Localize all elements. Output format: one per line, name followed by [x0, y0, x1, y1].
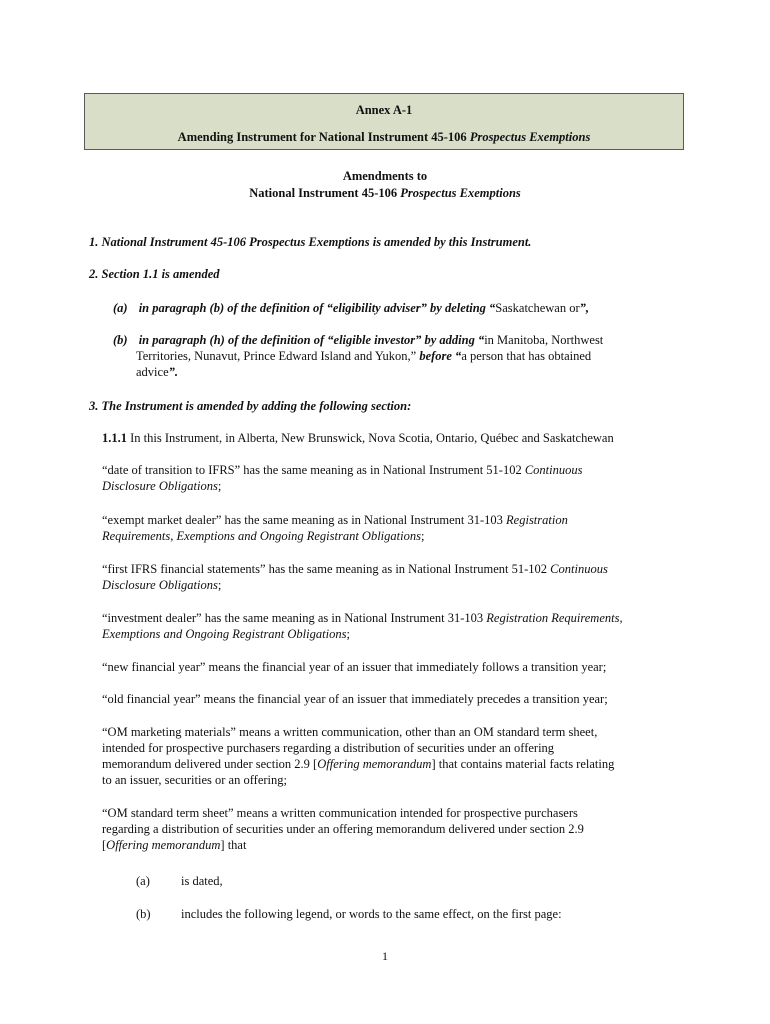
item-2b-line1: [113, 332, 603, 348]
subitem-a-text: is dated,: [181, 874, 223, 888]
def4-italic-2: Exemptions and Ongoing Registrant Obligations: [102, 627, 347, 641]
item-2b-line2: [136, 348, 591, 364]
heading-line2-text: National Instrument 45-106: [249, 186, 401, 200]
definition-exempt-market-dealer-l1: [102, 512, 568, 528]
amendments-heading-line1: Amendments to: [342, 169, 428, 183]
item-2b-lead: in paragraph (h) of the definition of “eligible investor” by adding “: [138, 333, 485, 347]
def3-end: ;: [217, 578, 222, 592]
item-2b-line3-text: advice: [136, 365, 169, 379]
item-2: 2. Section 1.1 is amended: [89, 267, 220, 281]
item-2a: [113, 300, 589, 316]
item-2b-line2-end: a person that has obtained: [461, 349, 592, 363]
definition-first-ifrs-l1: [102, 561, 608, 577]
def3-text: “first IFRS financial statements” has the same meaning as in National Instrument 51-102: [102, 562, 551, 576]
annex-title: Annex A-1: [355, 103, 413, 117]
def7-l3-italic: Offering memorandum: [317, 757, 432, 771]
definition-investment-dealer-l2: [102, 626, 350, 642]
section-1-1-1: [102, 430, 614, 446]
definition-om-marketing-l4: to an issuer, securities or an offering;: [102, 773, 287, 787]
item-1: 1. National Instrument 45-106 Prospectus Exemptions is amended by this Instrument.: [89, 235, 532, 249]
subitem-a-label: (a): [136, 874, 150, 888]
item-2b-line2-text: Territories, Nunavut, Prince Edward Island and Yukon,”: [136, 349, 420, 363]
annex-subtitle-italic: Prospectus Exemptions: [469, 130, 591, 144]
def2-italic-2: Requirements, Exemptions and Ongoing Registrant Obligations: [102, 529, 421, 543]
item-2b-line3-end: ”.: [168, 365, 178, 379]
item-2a-lead: in paragraph (b) of the definition of “eligibility adviser” by deleting “: [138, 301, 496, 315]
def3-italic: Continuous: [550, 562, 608, 576]
heading-line2-italic: Prospectus Exemptions: [400, 186, 521, 200]
def2-italic: Registration: [506, 513, 568, 527]
definition-investment-dealer-l1: [102, 610, 623, 626]
def3-italic-2: Disclosure Obligations: [102, 578, 218, 592]
def1-text: “date of transition to IFRS” has the same meaning as in National Instrument 51-102: [102, 463, 525, 477]
def7-l3-b: ] that contains material facts relating: [431, 757, 615, 771]
def4-end: ;: [346, 627, 350, 641]
def4-text: “investment dealer” has the same meaning as in National Instrument 31-103: [102, 611, 487, 625]
def4-italic: Registration Requirements,: [486, 611, 623, 625]
def8-l3-italic: Offering memorandum: [106, 838, 221, 852]
annex-subtitle: [85, 130, 683, 145]
def1-italic-2: Disclosure Obligations: [102, 479, 218, 493]
item-2b-line3: [136, 364, 178, 380]
amendments-heading-line2: [0, 185, 770, 202]
definition-om-marketing-l2: intended for prospective purchasers regarding a distribution of securities under an offering: [102, 741, 555, 755]
section-number: 1.1.1: [102, 431, 127, 445]
definition-om-term-sheet-l1: “OM standard term sheet” means a written communication intended for prospective purchasers: [102, 806, 578, 820]
item-3: 3. The Instrument is amended by adding the following section:: [89, 399, 412, 413]
subitem-b-text: includes the following legend, or words to the same effect, on the first page:: [181, 907, 562, 921]
item-2a-tail: ”,: [579, 301, 590, 315]
definition-first-ifrs-l2: [102, 577, 221, 593]
definition-exempt-market-dealer-l2: [102, 528, 424, 544]
definition-om-marketing-l3: [102, 756, 614, 772]
definition-om-marketing-l1: “OM marketing materials” means a written communication, other than an OM standard term sheet,: [102, 725, 598, 739]
item-2b-before: before “: [419, 349, 462, 363]
definition-om-term-sheet-l2: regarding a distribution of securities under an offering memorandum delivered under section 2.9: [102, 822, 584, 836]
definition-date-of-transition-l1: [102, 462, 582, 478]
item-2b-label: (b): [113, 333, 128, 347]
item-2b-text1: in Manitoba, Northwest: [484, 333, 604, 347]
definition-new-financial-year: “new financial year” means the financial year of an issuer that immediately follows a transition year;: [102, 660, 607, 674]
def1-end: ;: [217, 479, 222, 493]
item-2a-text: Saskatchewan or: [495, 301, 580, 315]
page-number: 1: [382, 949, 388, 963]
definition-om-term-sheet-l3: [102, 837, 246, 853]
def8-l3-b: ] that: [220, 838, 247, 852]
item-2a-label: (a): [113, 301, 128, 315]
def2-text: “exempt market dealer” has the same meaning as in National Instrument 31-103: [102, 513, 507, 527]
def7-l3-a: memorandum delivered under section 2.9 [: [102, 757, 318, 771]
def1-italic: Continuous: [524, 463, 583, 477]
def2-end: ;: [420, 529, 425, 543]
definition-date-of-transition-l2: [102, 478, 221, 494]
annex-header-box: [84, 93, 684, 150]
section-intro: In this Instrument, in Alberta, New Brunswick, Nova Scotia, Ontario, Québec and Saskatchewan: [127, 431, 614, 445]
annex-subtitle-text: Amending Instrument for National Instrument 45-106: [177, 130, 470, 144]
def8-l3-a: [: [102, 838, 107, 852]
definition-old-financial-year: “old financial year” means the financial year of an issuer that immediately precedes a transition year;: [102, 692, 608, 706]
subitem-b-label: (b): [136, 907, 151, 921]
